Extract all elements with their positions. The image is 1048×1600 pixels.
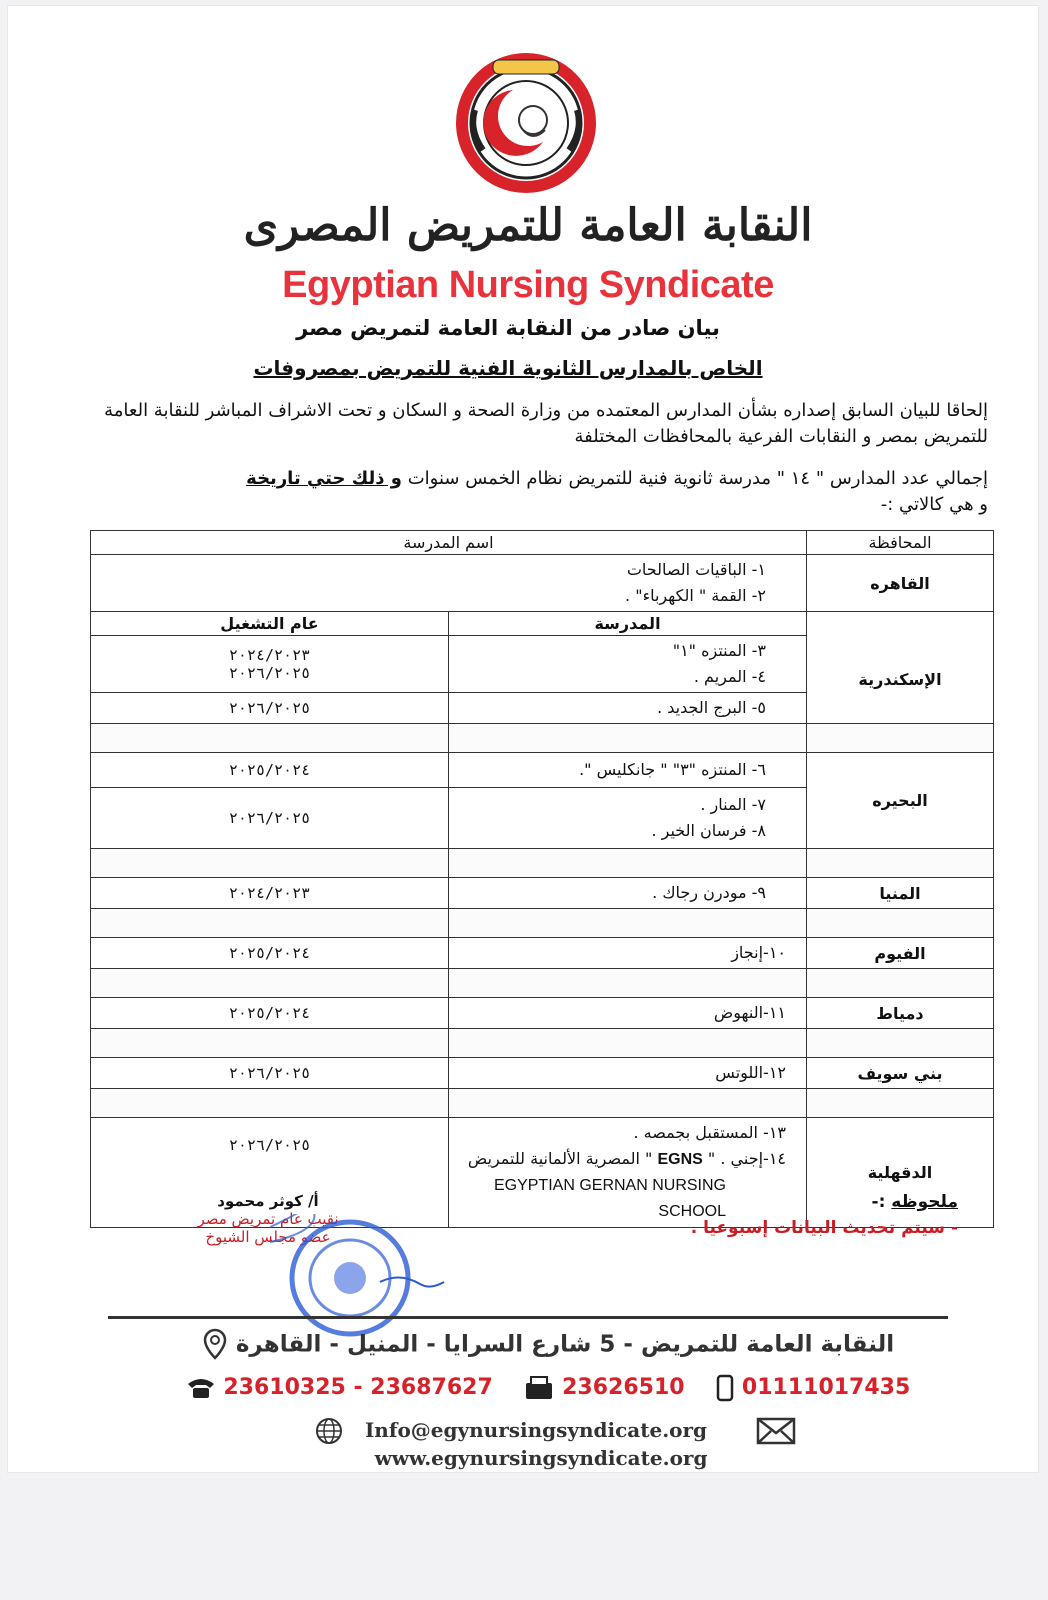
location-pin-icon — [202, 1328, 228, 1362]
school-13: ١٣- المستقبل بجمصه . — [633, 1123, 786, 1142]
gov-beheira: البحيره — [807, 753, 994, 849]
org-name-arabic: النقابة العامة للتمريض المصرى — [243, 200, 813, 251]
year-13-14: ٢٠٢٦/٢٠٢٥ — [91, 1118, 449, 1228]
school-1: ١- الباقيات الصالحات — [626, 560, 766, 579]
mobile-number: 01111017435 — [741, 1375, 911, 1400]
school-12: ١٢-اللوتس — [449, 1058, 807, 1089]
intro-paragraph: إلحاقا للبيان السابق إصداره بشأن المدارس المعتمده من وزارة الصحة و السكان و تحت الاشراف المباشر للنقابة العامة للتمريض بمصر و النقابات الفرعية بالمحافظات المختلفة — [104, 400, 988, 447]
footer-web — [128, 1416, 968, 1470]
blank-cell — [807, 612, 994, 636]
school-14-prefix: ١٤-إجني . " — [707, 1149, 786, 1168]
table-gap-row — [91, 849, 994, 878]
address-text: النقابة العامة للتمريض - 5 شارع السرايا - المنيل - القاهرة — [235, 1331, 895, 1358]
note-heading-tail: :- — [871, 1192, 892, 1212]
school-7: ٧- المنار . — [700, 795, 766, 814]
table-gap-row — [91, 1029, 994, 1058]
fax-number: 23626510 — [562, 1375, 685, 1400]
note-heading — [778, 1192, 958, 1212]
school-9: ٩- مودرن رجاك . — [449, 878, 807, 909]
table-gap-row — [91, 909, 994, 938]
school-14-name: " المصرية الألمانية للتمريض — [467, 1149, 653, 1168]
statement-subject: الخاص بالمدارس الثانوية الفنية للتمريض بمصروفات — [253, 356, 763, 380]
envelope-icon — [756, 1417, 796, 1445]
gov-dakahlia: الدقهلية — [807, 1118, 994, 1228]
school-4: ٤- المريم . — [693, 667, 766, 686]
signatory-name: أ/ كوثر محمود — [217, 1192, 319, 1210]
total-underlined: و ذلك حتي تاريخة — [246, 468, 402, 489]
email-address[interactable]: Info@egynursingsyndicate.org — [364, 1417, 708, 1442]
school-11: ١١-النهوض — [449, 998, 807, 1029]
syndicate-logo — [453, 50, 599, 196]
table-gap-row — [91, 1089, 994, 1118]
year-11: ٢٠٢٥/٢٠٢٤ — [91, 998, 449, 1029]
gov-cairo: القاهره — [807, 555, 994, 612]
website-url[interactable]: www.egynursingsyndicate.org — [374, 1446, 708, 1470]
note-body: - سيتم تحديث البيانات إسبوعيا . — [690, 1218, 958, 1238]
school-14-english: EGYPTIAN GERNAN NURSING SCHOOL — [493, 1177, 726, 1220]
year-4: ٢٠٢٦/٢٠٢٥ — [228, 664, 311, 682]
gov-fayoum: الفيوم — [807, 938, 994, 969]
telephone-icon — [186, 1376, 216, 1400]
year-6: ٢٠٢٥/٢٠٢٤ — [91, 753, 449, 788]
gov-minya: المنيا — [807, 878, 994, 909]
official-stamp — [270, 1214, 470, 1338]
year-7-8: ٢٠٢٦/٢٠٢٥ — [91, 788, 449, 849]
year-3: ٢٠٢٤/٢٠٢٣ — [228, 646, 311, 664]
school-8: ٨- فرسان الخير . — [651, 821, 766, 840]
mobile-phone-icon — [716, 1374, 734, 1402]
table-gap-row — [91, 724, 994, 753]
globe-icon — [314, 1416, 344, 1446]
phone-group — [186, 1375, 493, 1400]
table-row-alex-1 — [91, 636, 994, 693]
fax-icon — [524, 1375, 554, 1401]
years-alex-a — [91, 636, 449, 693]
schools-cairo — [91, 555, 807, 612]
footer-phones — [128, 1374, 968, 1402]
table-row-benisuef — [91, 1058, 994, 1089]
org-name-english: Egyptian Nursing Syndicate — [282, 264, 774, 306]
table-row-damietta — [91, 998, 994, 1029]
gov-damietta: دمياط — [807, 998, 994, 1029]
header-governorate: المحافظة — [807, 531, 994, 555]
email-group — [314, 1418, 728, 1442]
school-14 — [457, 1146, 786, 1173]
schools-table-wrapper — [90, 530, 994, 1228]
total-tail: و هي كالاتي :- — [880, 494, 988, 515]
document-page — [8, 6, 1038, 1472]
statement-title: بيان صادر من النقابة العامة لتمريض مصر — [296, 316, 720, 340]
school-5: ٥- البرج الجديد . — [449, 693, 807, 724]
table-gap-row — [91, 969, 994, 998]
header-year: عام التشغيل — [91, 612, 449, 636]
total-paragraph — [60, 466, 988, 518]
year-5: ٢٠٢٦/٢٠٢٥ — [91, 693, 449, 724]
signatory-role: نقيب عام تمريض مصر — [197, 1210, 339, 1228]
schools-dakahlia — [449, 1118, 807, 1228]
footer-divider — [108, 1316, 948, 1319]
mobile-group — [716, 1374, 910, 1402]
gov-benisuef: بني سويف — [807, 1058, 994, 1089]
signatory-role-2: عضو مجلس الشيوخ — [205, 1228, 331, 1246]
table-row-cairo — [91, 555, 994, 612]
year-12: ٢٠٢٦/٢٠٢٥ — [91, 1058, 449, 1089]
school-6: ٦- المنتزه "٣" " جانكليس ". — [449, 753, 807, 788]
header-school-name: اسم المدرسة — [91, 531, 807, 555]
school-2: ٢- القمة " الكهرباء" . — [625, 586, 766, 605]
school-14-code: EGNS — [657, 1151, 703, 1168]
header-school: المدرسة — [449, 612, 807, 636]
schools-table — [90, 530, 994, 1228]
phone-numbers: 23610325 - 23687627 — [223, 1375, 493, 1400]
table-row-beheira-1 — [91, 753, 994, 788]
table-row-minya — [91, 878, 994, 909]
table-subheader-row — [91, 612, 994, 636]
school-3: ٣- المنتزه "١" — [672, 641, 766, 660]
schools-beheira-b — [449, 788, 807, 849]
fax-group — [524, 1375, 684, 1401]
table-header-row — [91, 531, 994, 555]
year-10: ٢٠٢٥/٢٠٢٤ — [91, 938, 449, 969]
footer-address — [148, 1328, 948, 1362]
note-heading-text: ملحوظه — [891, 1192, 958, 1212]
total-text: إجمالي عدد المدارس " ١٤ " مدرسة ثانوية فنية للتمريض نظام الخمس سنوات — [407, 468, 988, 489]
school-10: ١٠-إنجاز — [449, 938, 807, 969]
schools-alex-a — [449, 636, 807, 693]
year-9: ٢٠٢٤/٢٠٢٣ — [91, 878, 449, 909]
gov-alexandria: الإسكندرية — [807, 636, 994, 724]
table-row-fayoum — [91, 938, 994, 969]
